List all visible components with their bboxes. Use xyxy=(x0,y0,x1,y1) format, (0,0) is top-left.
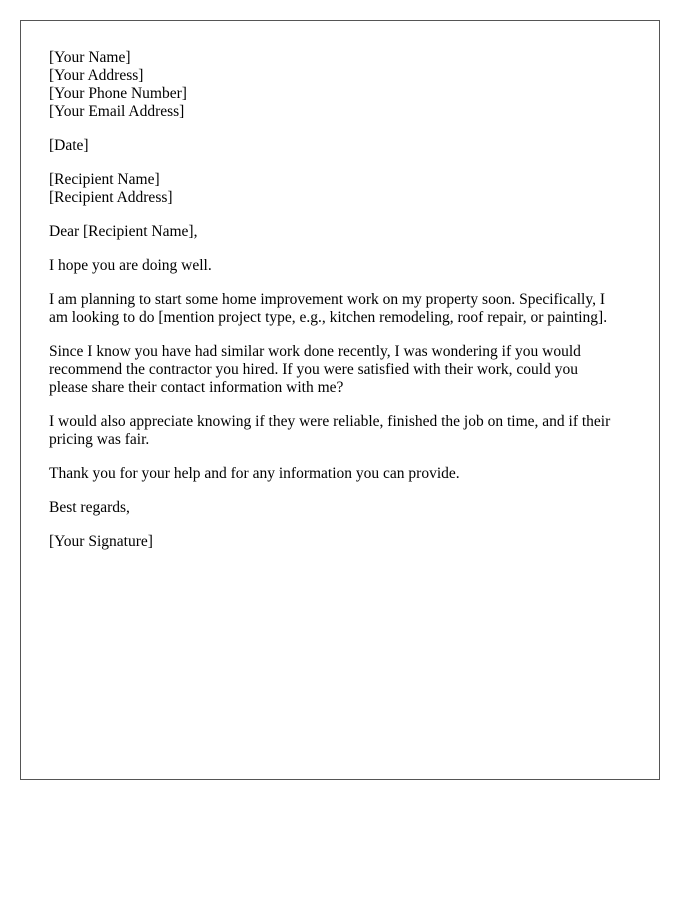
paragraph-line: am looking to do [mention project type, e.g., kitchen remodeling, roof repair, or painting]. xyxy=(49,309,608,326)
paragraph-line: Thank you for your help and for any information you can provide. xyxy=(49,465,460,482)
paragraph-details xyxy=(49,413,639,449)
paragraph-line: Since I know you have had similar work done recently, I was wondering if you would xyxy=(49,343,581,360)
paragraph-line: I would also appreciate knowing if they were reliable, finished the job on time, and if their xyxy=(49,413,611,430)
paragraph-greeting xyxy=(49,257,639,275)
date-block xyxy=(49,137,639,155)
paragraph-line: pricing was fair. xyxy=(49,431,150,448)
salutation-text: Dear [Recipient Name], xyxy=(49,223,198,240)
paragraph-line: I am planning to start some home improvement work on my property soon. Specifically, I xyxy=(49,291,606,308)
signature-text: [Your Signature] xyxy=(49,533,153,550)
recipient-name: [Recipient Name] xyxy=(49,171,160,188)
sender-block xyxy=(49,49,639,121)
sender-address: [Your Address] xyxy=(49,67,144,84)
paragraph-project xyxy=(49,291,639,327)
letter-page xyxy=(20,20,660,780)
paragraph-line: recommend the contractor you hired. If you were satisfied with their work, could you xyxy=(49,361,578,378)
signature xyxy=(49,533,639,551)
salutation xyxy=(49,223,639,241)
paragraph-line: I hope you are doing well. xyxy=(49,257,212,274)
paragraph-line: please share their contact information with me? xyxy=(49,379,344,396)
closing xyxy=(49,499,639,517)
letter-date: [Date] xyxy=(49,137,89,154)
paragraph-thanks xyxy=(49,465,639,483)
sender-name: [Your Name] xyxy=(49,49,131,66)
sender-email: [Your Email Address] xyxy=(49,103,185,120)
recipient-address: [Recipient Address] xyxy=(49,189,173,206)
sender-phone: [Your Phone Number] xyxy=(49,85,187,102)
recipient-block xyxy=(49,171,639,207)
letter-body xyxy=(49,49,639,567)
paragraph-request xyxy=(49,343,639,397)
closing-text: Best regards, xyxy=(49,499,130,516)
